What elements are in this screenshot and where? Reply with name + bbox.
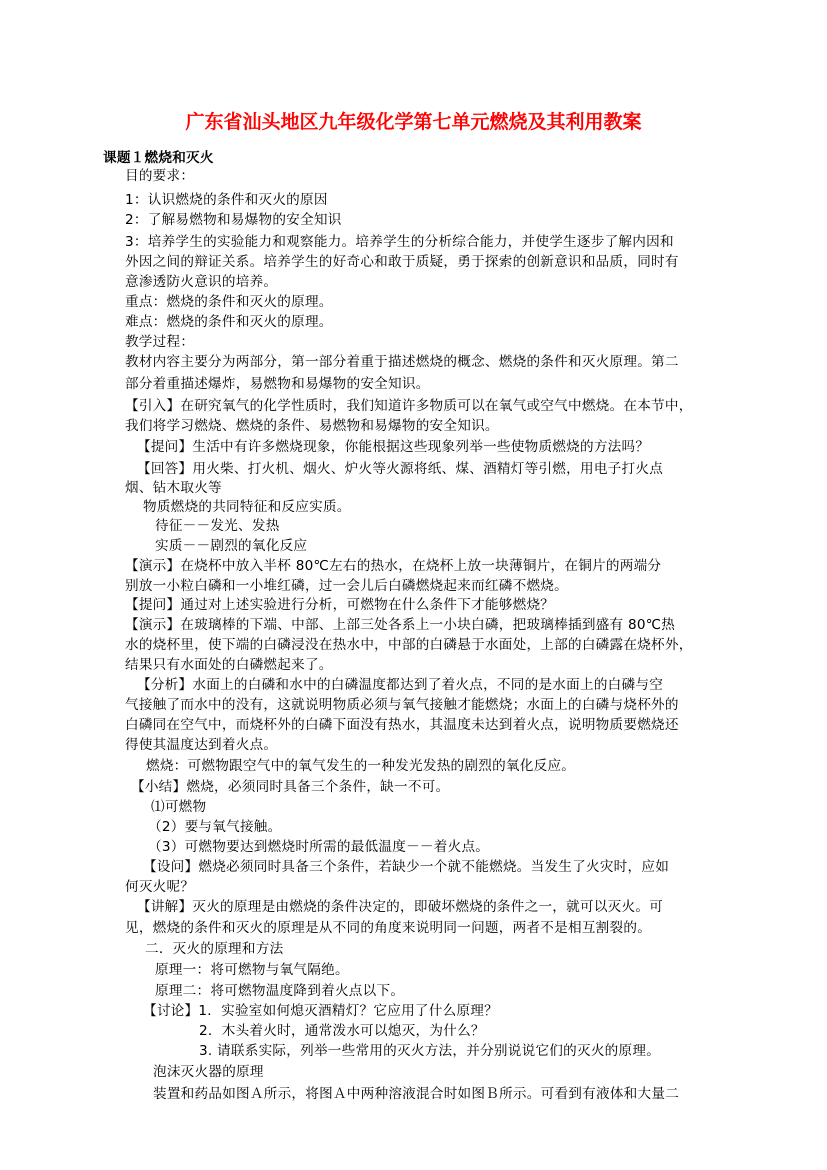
- text-line: 教学过程：: [125, 334, 195, 350]
- text-line: （2）要与氧气接触。: [148, 819, 282, 835]
- text-line: 烟、钻木取火等: [125, 480, 222, 496]
- text-line: 教材内容主要分为两部分，第一部分着重于描述燃烧的概念、燃烧的条件和灭火原理。第二: [125, 354, 679, 370]
- text-line: 【提问】通过对上述实验进行分析，可燃物在什么条件下才能够燃烧？: [125, 597, 555, 613]
- text-line: 2：了解易燃物和易爆物的安全知识: [125, 212, 342, 228]
- text-line: 意渗透防火意识的培养。: [125, 274, 278, 290]
- text-line: ⑴可燃物: [151, 799, 207, 815]
- text-line: 2．木头着火时，通常泼水可以熄灭，为什么？: [199, 1023, 485, 1039]
- text-line: 【演示】在玻璃棒的下端、中部、上部三处各系上一小块白磷，把玻璃棒插到盛有 80℃热: [125, 617, 676, 633]
- text-line: 物质燃烧的共同特征和反应实质。: [143, 499, 351, 515]
- text-line: 得使其温度达到着火点。: [125, 737, 278, 753]
- text-line: 【小结】燃烧，必须同时具备三个条件，缺一不可。: [131, 779, 450, 795]
- text-line: 【讨论】1．实验室如何熄灭酒精灯？它应用了什么原理？: [143, 1003, 498, 1019]
- text-line: 装置和药品如图Ａ所示，将图Ａ中两种溶液混合时如图Ｂ所示。可看到有液体和大量二: [153, 1086, 680, 1102]
- text-line: 何灭火呢？: [125, 879, 195, 895]
- text-line: 1：认识燃烧的条件和灭火的原因: [125, 192, 328, 208]
- text-line: （3）可燃物要达到燃烧时所需的最低温度－－着火点。: [148, 839, 490, 855]
- text-line: 见，燃烧的条件和灭火的原理是从不同的角度来说明同一问题，两者不是相互割裂的。: [125, 920, 652, 936]
- text-line: 3：培养学生的实验能力和观察能力。培养学生的分析综合能力，并使学生逐步了解内因和: [125, 234, 674, 250]
- text-line: 原理二：将可燃物温度降到着火点以下。: [155, 983, 405, 999]
- text-line: 【引入】在研究氧气的化学性质时，我们知道许多物质可以在氧气或空气中燃烧。在本节中，: [125, 398, 693, 414]
- text-line: 【设问】燃烧必须同时具备三个条件，若缺少一个就不能燃烧。当发生了火灾时，应如: [143, 859, 670, 875]
- text-line: 【讲解】灭火的原理是由燃烧的条件决定的，即破坏燃烧的条件之一，就可以灭火。可: [137, 899, 664, 915]
- section-heading: 课题１燃烧和灭火: [103, 150, 214, 166]
- text-line: 二．灭火的原理和方法: [145, 941, 284, 957]
- text-line: 部分着重描述爆炸，易燃物和易爆物的安全知识。: [125, 376, 430, 392]
- text-line: 【演示】在烧杯中放入半杯 80℃左右的热水，在烧杯上放一块薄铜片，在铜片的两端分: [125, 558, 662, 574]
- text-line: 结果只有水面处的白磷燃起来了。: [125, 657, 333, 673]
- text-line: 【回答】用火柴、打火机、烟火、炉火等火源将纸、煤、酒精灯等引燃，用电子打火点: [137, 461, 664, 477]
- text-line: 燃烧：可燃物跟空气中的氧气发生的一种发光发热的剧烈的氧化反应。: [146, 758, 576, 774]
- text-line: 【提问】生活中有许多燃烧现象，你能根据这些现象列举一些使物质燃烧的方法吗？: [137, 439, 650, 455]
- text-line: 3. 请联系实际，列举一些常用的灭火方法，并分别说说它们的灭火的原理。: [199, 1043, 661, 1059]
- text-line: 水的烧杯里，使下端的白磷浸没在热水中，中部的白磷悬于水面处，上部的白磷露在烧杯外，: [125, 637, 693, 653]
- text-line: 难点：燃烧的条件和灭火的原理。: [125, 314, 333, 330]
- text-line: 气接触了而水中的没有，这就说明物质必须与氧气接触才能燃烧；水面上的白磷与烧杯外的: [125, 697, 679, 713]
- text-line: 外因之间的辩证关系。培养学生的好奇心和敢于质疑，勇于探索的创新意识和品质，同时有: [125, 254, 679, 270]
- text-line: 待征－－发光、发热: [155, 518, 280, 534]
- text-line: 重点：燃烧的条件和灭火的原理。: [125, 294, 333, 310]
- text-line: 我们将学习燃烧、燃烧的条件、易燃物和易爆物的安全知识。: [125, 418, 499, 434]
- text-line: 白磷同在空气中，而烧杯外的白磷下面没有热水，其温度未达到着火点，说明物质要燃烧还: [125, 717, 679, 733]
- text-line: 别放一小粒白磷和一小堆红磷，过一会儿后白磷燃烧起来而红磷不燃烧。: [125, 578, 568, 594]
- text-line: 实质－－剧烈的氧化反应: [155, 538, 308, 554]
- text-line: 原理一：将可燃物与氧气隔绝。: [155, 962, 349, 978]
- text-line: 目的要求：: [125, 168, 195, 184]
- document-title: 广东省汕头地区九年级化学第七单元燃烧及其利用教案: [185, 111, 642, 133]
- text-line: 【分析】水面上的白磷和水中的白磷温度都达到了着火点，不同的是水面上的白磷与空: [137, 677, 664, 693]
- text-line: 泡沫灭火器的原理: [153, 1064, 264, 1080]
